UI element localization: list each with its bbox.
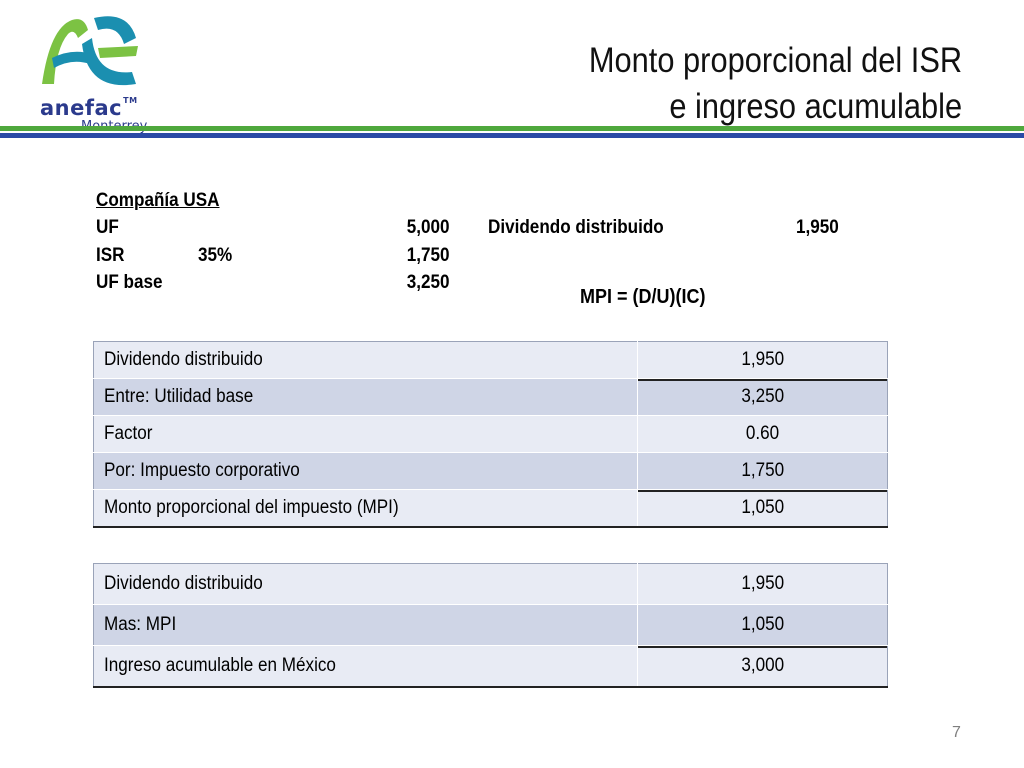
isr-label: ISR [96,245,125,266]
page-number: 7 [952,724,961,741]
mpi-table [93,341,888,528]
anefac-logo [28,8,158,128]
table-cell-label: Dividendo distribuido [104,349,263,370]
table-cell-label: Mas: MPI [104,614,177,635]
isr-rate: 35% [198,245,233,266]
ufbase-value: 3,250 [407,272,450,293]
table-row [94,646,888,688]
table-row [94,605,888,646]
company-heading: Compañía USA [96,190,220,211]
header-rule-blue [0,133,1024,138]
uf-label: UF [96,217,119,238]
table-cell-label: Factor [104,423,153,444]
table-cell-label: Por: Impuesto corporativo [104,460,300,481]
table-row [94,379,888,416]
table-cell-label: Monto proporcional del impuesto (MPI) [104,497,399,518]
table-cell-value: 0.60 [745,423,780,444]
anefac-logo-mark-icon [32,8,152,90]
table-row [94,416,888,453]
mpi-formula: MPI = (D/U)(IC) [580,286,706,308]
ufbase-label: UF base [96,272,163,293]
slide-title [589,38,962,130]
table-cell-value: 1,050 [741,614,784,635]
table-cell-label: Entre: Utilidad base [104,386,254,407]
table-cell-label: Dividendo distribuido [104,573,263,594]
header-rule-green [0,126,1024,131]
table-row [94,453,888,490]
isr-value: 1,750 [407,245,450,266]
table-cell-value: 1,750 [741,460,784,481]
table-row [94,490,888,528]
table-cell-label: Ingreso acumulable en México [104,655,336,676]
dividend-label: Dividendo distribuido [488,217,664,238]
dividend-value: 1,950 [796,217,839,238]
income-table [93,563,888,688]
title-line-1: Monto proporcional del ISR [588,41,962,80]
table-row [94,342,888,379]
table-cell-value: 3,250 [741,386,784,407]
uf-value: 5,000 [407,217,450,238]
logo-name: anefac™ [40,96,138,120]
table-cell-value: 1,950 [741,349,784,370]
table-row [94,564,888,605]
table-cell-value: 1,950 [741,573,784,594]
table-cell-value: 1,050 [741,497,784,518]
title-line-2: e ingreso acumulable [669,87,962,126]
table-cell-value: 3,000 [741,655,784,676]
